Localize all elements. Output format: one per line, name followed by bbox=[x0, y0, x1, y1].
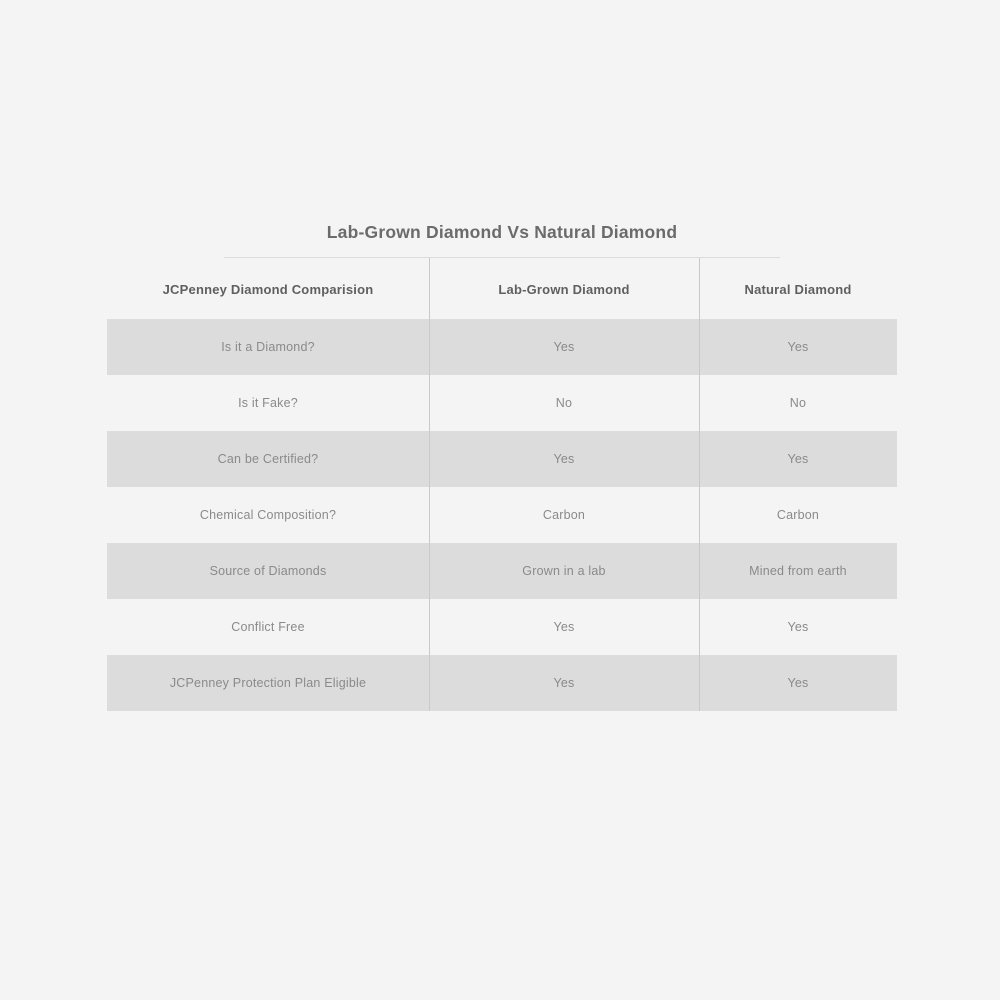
row-value-natural: Yes bbox=[699, 599, 897, 655]
table-row bbox=[107, 599, 897, 655]
column-header-feature: JCPenney Diamond Comparision bbox=[162, 282, 374, 297]
comparison-table bbox=[107, 258, 897, 711]
row-value-natural: Mined from earth bbox=[699, 543, 897, 599]
row-value-natural: No bbox=[699, 375, 897, 431]
row-label: Source of Diamonds bbox=[107, 543, 429, 599]
column-header-natural: Natural Diamond bbox=[699, 258, 897, 319]
table-row bbox=[107, 487, 897, 543]
row-value-lab-grown: Grown in a lab bbox=[429, 543, 699, 599]
row-label: Chemical Composition? bbox=[199, 508, 337, 522]
table-row bbox=[107, 375, 897, 431]
row-value-lab-grown: No bbox=[429, 375, 699, 431]
row-value-lab-grown: Yes bbox=[429, 599, 699, 655]
row-value-lab-grown: Yes bbox=[429, 655, 699, 711]
table-header-row bbox=[107, 258, 897, 319]
row-label: Is it a Diamond? bbox=[107, 319, 429, 375]
row-label: Is it Fake? bbox=[238, 396, 298, 410]
table-header bbox=[107, 258, 897, 319]
row-value-lab-grown: Yes bbox=[429, 431, 699, 487]
row-value-natural: Yes bbox=[699, 319, 897, 375]
row-value-natural: Yes bbox=[699, 431, 897, 487]
row-label: Conflict Free bbox=[231, 620, 305, 634]
row-value-lab-grown: Yes bbox=[429, 319, 699, 375]
table-row bbox=[107, 543, 897, 599]
row-value-natural: Carbon bbox=[699, 487, 897, 543]
row-label: Can be Certified? bbox=[107, 431, 429, 487]
page-title: Lab-Grown Diamond Vs Natural Diamond bbox=[224, 222, 780, 258]
table-row bbox=[107, 431, 897, 487]
row-value-lab-grown: Carbon bbox=[429, 487, 699, 543]
table-row bbox=[107, 319, 897, 375]
comparison-table-container bbox=[107, 222, 897, 711]
table-body bbox=[107, 319, 897, 711]
row-label: JCPenney Protection Plan Eligible bbox=[107, 655, 429, 711]
row-value-natural: Yes bbox=[699, 655, 897, 711]
column-header-lab-grown: Lab-Grown Diamond bbox=[429, 258, 699, 319]
table-row bbox=[107, 655, 897, 711]
